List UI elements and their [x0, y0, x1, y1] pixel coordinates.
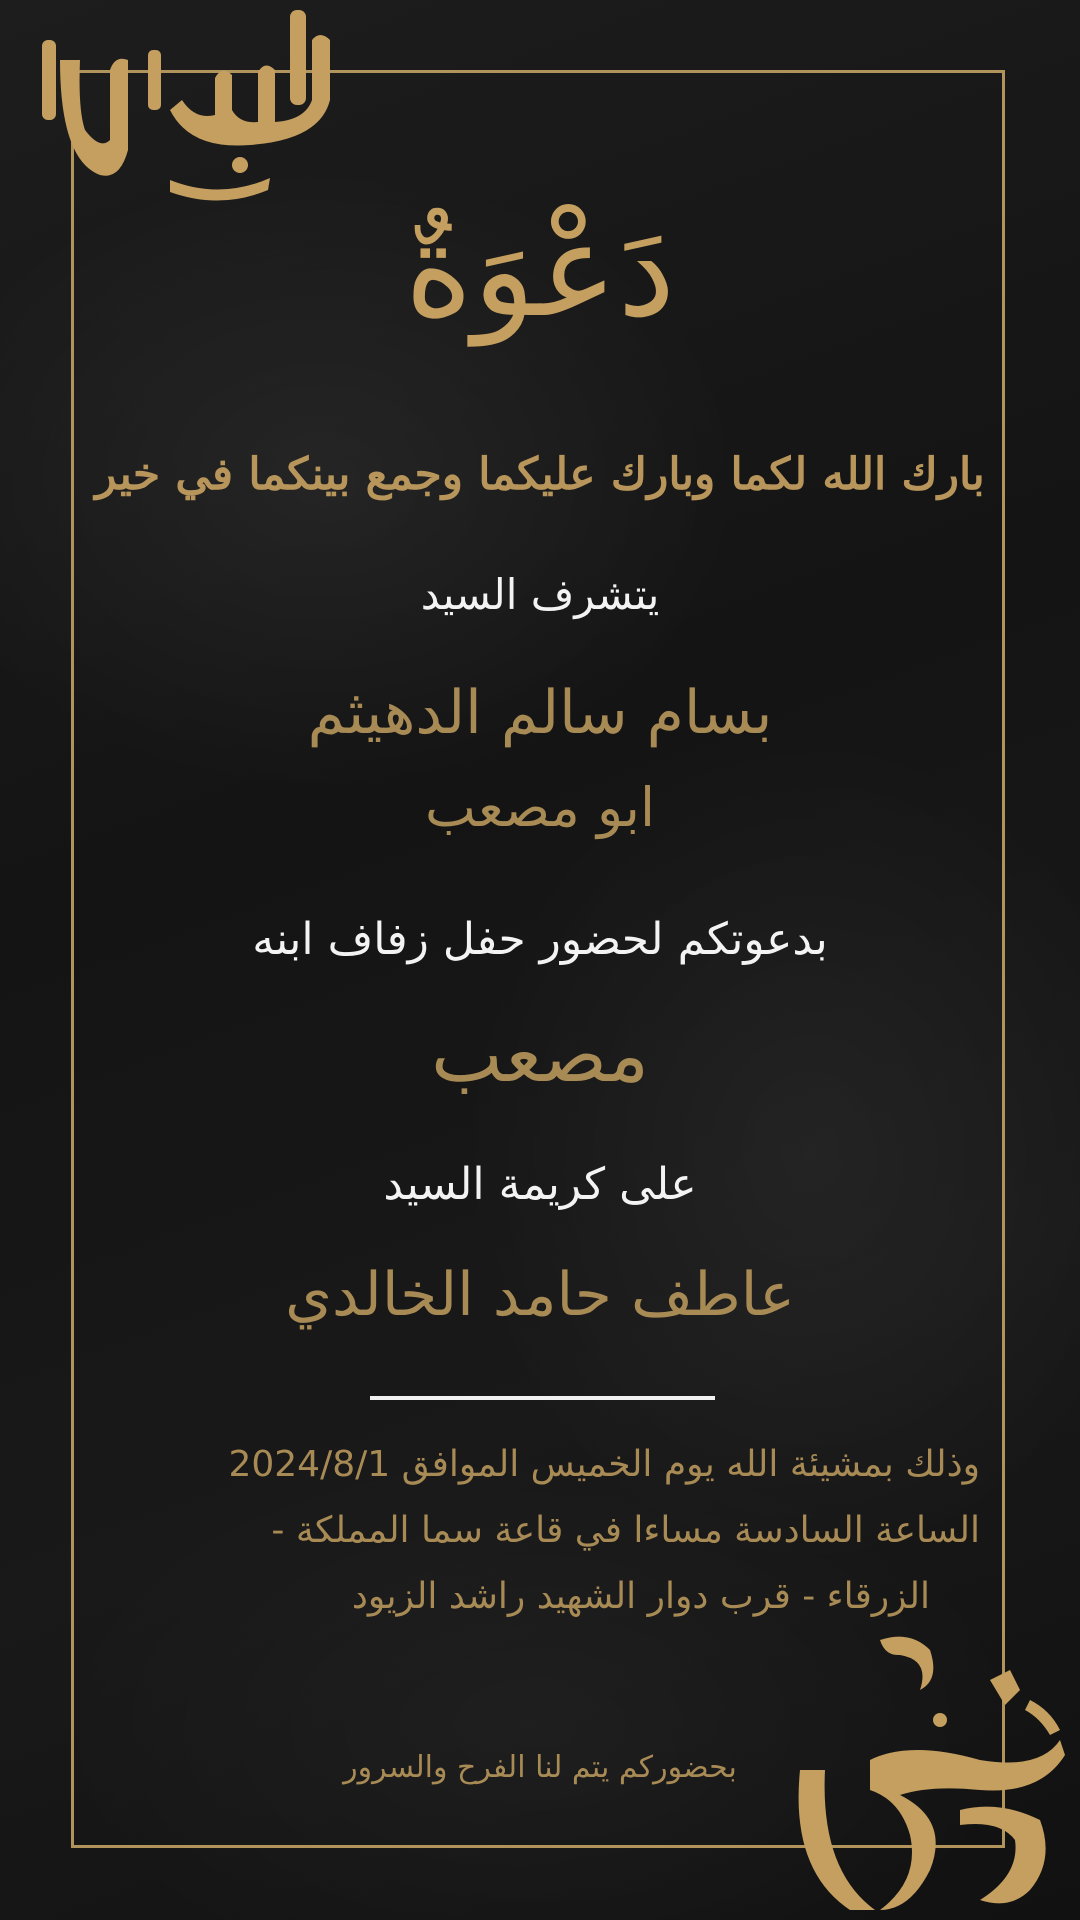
footer-note: بحضوركم يتم لنا الفرح والسرور	[343, 1750, 737, 1785]
event-details	[80, 1432, 980, 1630]
event-location-line: الزرقاء - قرب دوار الشهيد راشد الزيود	[351, 1576, 930, 1617]
marriage-blessing: بارك الله لكما وبارك عليكما وجمع بينكما في خير	[95, 449, 985, 500]
bride-intro-text: على كريمة السيد	[383, 1159, 697, 1210]
host-name: بسام سالم الدهيثم	[307, 678, 773, 748]
event-venue-line: الساعة السادسة مساءا في قاعة سما المملكة -	[271, 1510, 980, 1551]
event-date-line: وذلك بمشيئة الله يوم الخميس الموافق 2024/8/1	[228, 1444, 980, 1485]
host-intro-text: يتشرف السيد	[420, 570, 660, 619]
bride-father-name: عاطف حامد الخالدي	[285, 1260, 795, 1330]
divider-line	[370, 1396, 715, 1400]
invitation-title: دَعْوَةٌ	[404, 194, 676, 346]
host-kunya: ابو مصعب	[425, 776, 655, 839]
invite-text: بدعوتكم لحضور حفل زفاف ابنه	[252, 914, 828, 965]
groom-name: مصعب	[431, 1010, 649, 1099]
